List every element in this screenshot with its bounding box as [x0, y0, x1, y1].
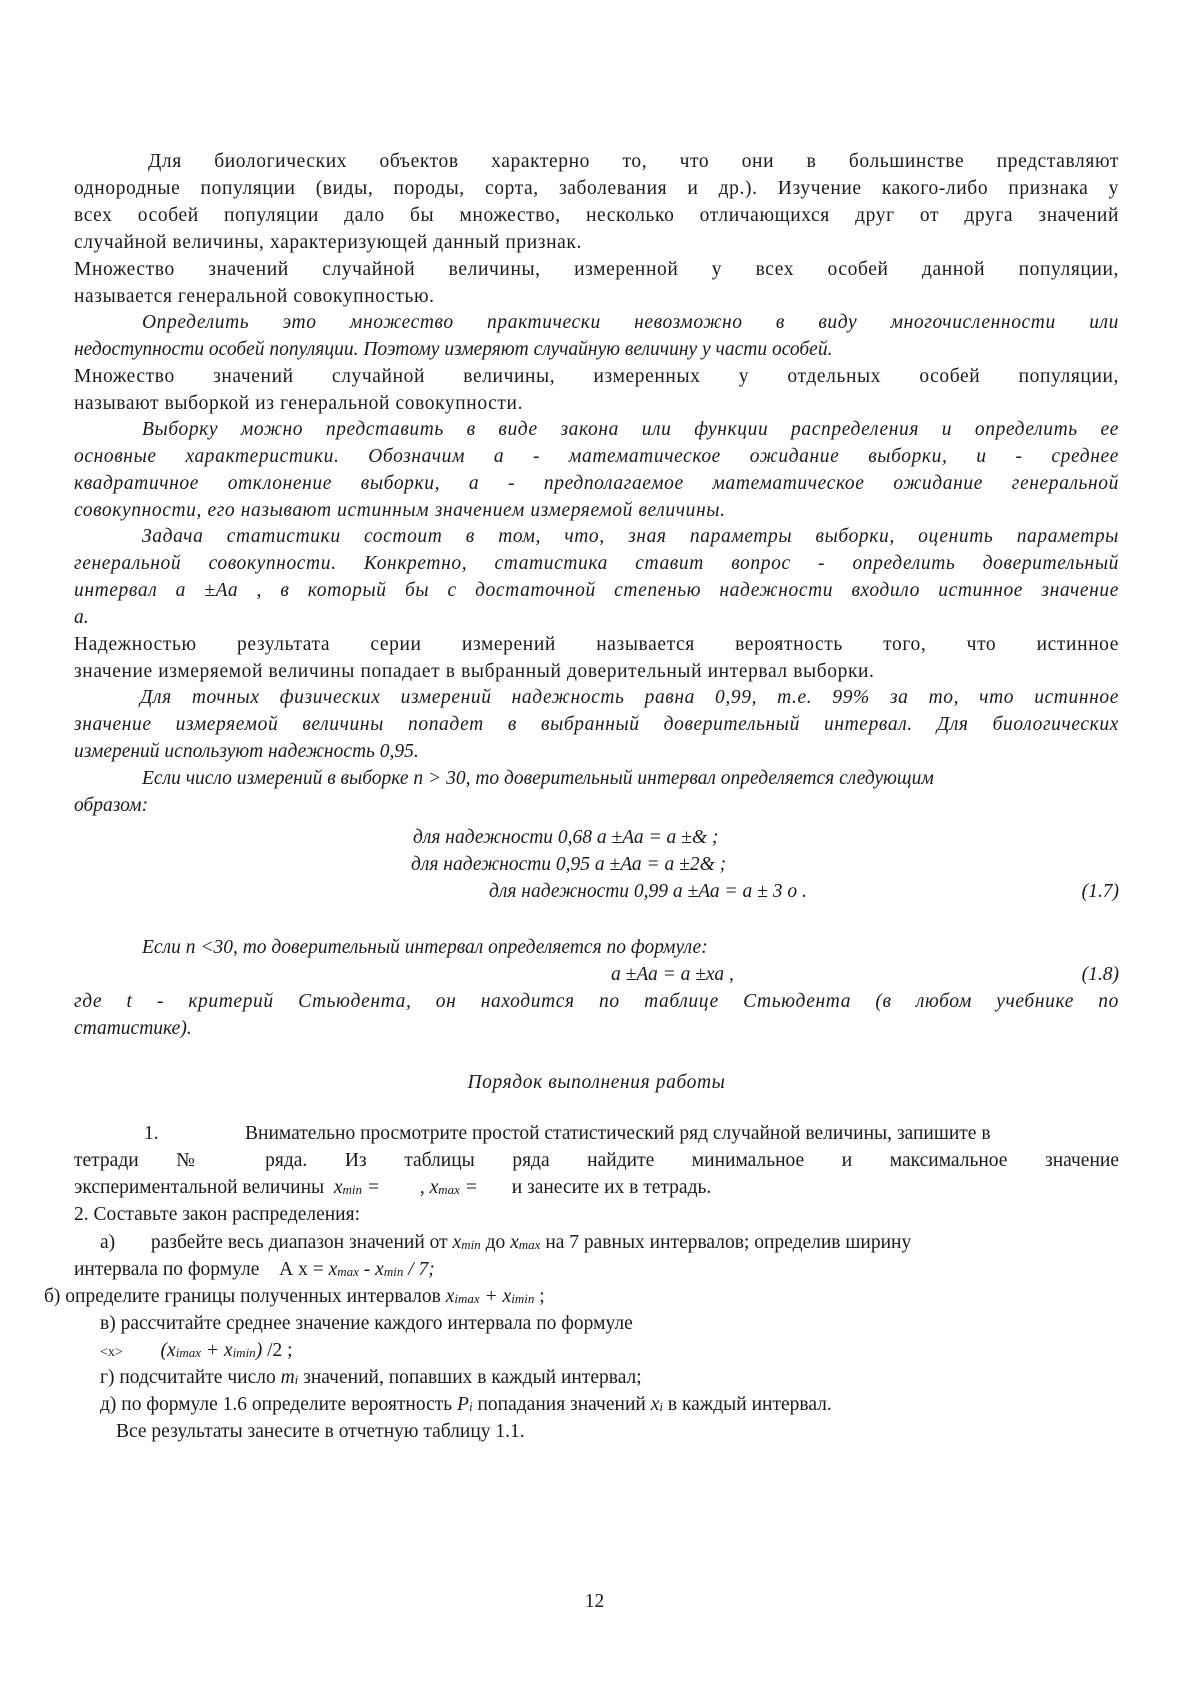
step-2-heading: 2. Составьте закон распределения:	[74, 1204, 360, 1225]
p7-line-2: значение измеряемой величины попадает в выбранный доверительный интервал выборки.	[74, 661, 875, 682]
formula-1-8-intro: Если n <30, то доверительный интервал определяется по формуле:	[142, 937, 708, 958]
equation-number-1-7: (1.7)	[1081, 881, 1119, 902]
p9-line-2: образом:	[74, 795, 149, 816]
formula-reliability-099: для надежности 0,99 а ±Аа = а ± 3 о .	[489, 881, 807, 902]
step-2a-text-b: до	[485, 1232, 506, 1253]
p6-line-3: интервал а ±Аа , в который бы с достаточной степенью надежности входило истинное значение	[74, 580, 1119, 601]
step-2b-text: б) определите границы полученных интервалов	[44, 1286, 441, 1307]
p1-line-1: Для биологических объектов характерно то, что они в большинстве представляют	[148, 151, 1119, 172]
p3-line-1: Определить это множество практически невозможно в виду многочисленности или	[142, 312, 1119, 333]
step-1-line-2: тетради № ряда. Из таблицы ряда найдите минимальное и максимальное значение	[74, 1150, 1119, 1171]
formula-reliability-068: для надежности 0,68 а ±Аа = а ±& ;	[413, 827, 719, 848]
p4-line-2: называют выборкой из генеральной совокупности.	[74, 393, 524, 414]
p2-line-1: Множество значений случайной величины, измеренной у всех особей данной популяции,	[74, 259, 1119, 280]
p1-line-4: случайной величины, характеризующей данный признак.	[74, 232, 582, 253]
p6-line-4: а.	[74, 607, 89, 628]
p5-line-1: Выборку можно представить в виде закона или функции распределения и определить ее	[142, 419, 1119, 440]
formula-reliability-095: для надежности 0,95 а ±Аа = а ±2& ;	[411, 854, 727, 875]
step-1-number: 1.	[144, 1123, 159, 1144]
p8-line-1: Для точных физических измерений надежность равна 0,99, т.е. 99% за то, что истинное	[140, 687, 1119, 708]
step-2g-line: г) подсчитайте число mi значений, попавших в каждый интервал;	[100, 1367, 642, 1388]
step-2a-text-c: на 7 равных интервалов; определив ширину	[545, 1232, 912, 1253]
page-number: 12	[584, 1591, 605, 1612]
p10-line-1: где t - критерий Стьюдента, он находится по таблице Стьюдента (в любом учебнике по	[74, 991, 1119, 1012]
step-1-text-b: и занесите их в тетрадь.	[511, 1177, 712, 1198]
step-1-line-1: Внимательно просмотрите простой статистический ряд случайной величины, запишите в	[245, 1123, 991, 1144]
step-1-line-3: экспериментальной величины xmin = , xmax = и занесите их в тетрадь.	[74, 1177, 712, 1198]
step-2v-formula: <x> (ximax + ximin) /2 ;	[100, 1340, 293, 1361]
step-2v-line: в) рассчитайте среднее значение каждого интервала по формуле	[100, 1313, 633, 1334]
p4-line-1: Множество значений случайной величины, измеренных у отдельных особей популяции,	[74, 366, 1119, 387]
step-2d-text-a: д) по формуле 1.6 определите вероятность	[100, 1394, 453, 1415]
equation-number-1-8: (1.8)	[1081, 964, 1119, 985]
p2-line-2: называется генеральной совокупностью.	[74, 286, 435, 307]
step-2b-line: б) определите границы полученных интервалов ximax + ximin ;	[44, 1286, 545, 1307]
p9-line-1: Если число измерений в выборке n > 30, то доверительный интервал определяется следующим	[142, 768, 934, 789]
step-2d-text-c: в каждый интервал.	[667, 1394, 832, 1415]
section-title: Порядок выполнения работы	[467, 1072, 726, 1093]
p6-line-1: Задача статистики состоит в том, что, зная параметры выборки, оценить параметры	[142, 526, 1119, 547]
step-2a-text-a: разбейте весь диапазон значений от	[150, 1232, 448, 1253]
step-2g-text-a: г) подсчитайте число	[100, 1367, 276, 1388]
p7-line-1: Надежностью результата серии измерений называется вероятность того, что истинное	[74, 634, 1119, 655]
step-2a-label: а)	[100, 1232, 116, 1253]
step-2a-text-e: А х =	[279, 1259, 324, 1280]
p1-line-3: всех особей популяции дало бы множество, несколько отличающихся друг от друга значений	[74, 205, 1119, 226]
p8-line-3: измерений используют надежность 0,95.	[74, 741, 419, 762]
step-2d-line: д) по формуле 1.6 определите вероятность Pi попадания значений xi в каждый интервал.	[100, 1394, 832, 1415]
step-2g-text-b: значений, попавших в каждый интервал;	[303, 1367, 642, 1388]
p1-line-2: однородные популяции (виды, породы, сорта, заболевания и др.). Изучение какого-либо признака у	[74, 178, 1119, 199]
p10-line-2: статистике).	[74, 1018, 192, 1039]
p6-line-2: генеральной совокупности. Конкретно, статистика ставит вопрос - определить доверительный	[74, 553, 1119, 574]
p5-line-4: совокупности, его называют истинным значением измеряемой величины.	[74, 500, 726, 521]
final-instruction: Все результаты занесите в отчетную таблицу 1.1.	[116, 1421, 525, 1442]
p5-line-2: основные характеристики. Обозначим а - математическое ожидание выборки, и - среднее	[74, 446, 1119, 467]
p8-line-2: значение измеряемой величины попадет в выбранный доверительный интервал. Для биологических	[74, 714, 1119, 735]
step-2a-line-2: интервала по формуле А х = xmax - xmin / 7;	[74, 1259, 435, 1280]
step-2a-text-d: интервала по формуле	[74, 1259, 260, 1280]
formula-1-8: а ±Аа = а ±ха ,	[611, 964, 734, 985]
step-2d-text-b: попадания значений	[477, 1394, 646, 1415]
step-2a-line-1: а) разбейте весь диапазон значений от xmin до xmax на 7 равных интервалов; определив ширину	[100, 1232, 912, 1253]
step-1-text-a: экспериментальной величины	[74, 1177, 325, 1198]
p5-line-3: квадратичное отклонение выборки, а - предполагаемое математическое ожидание генеральной	[74, 473, 1119, 494]
p3-line-2: недоступности особей популяции. Поэтому измеряют случайную величину у части особей.	[74, 339, 833, 360]
